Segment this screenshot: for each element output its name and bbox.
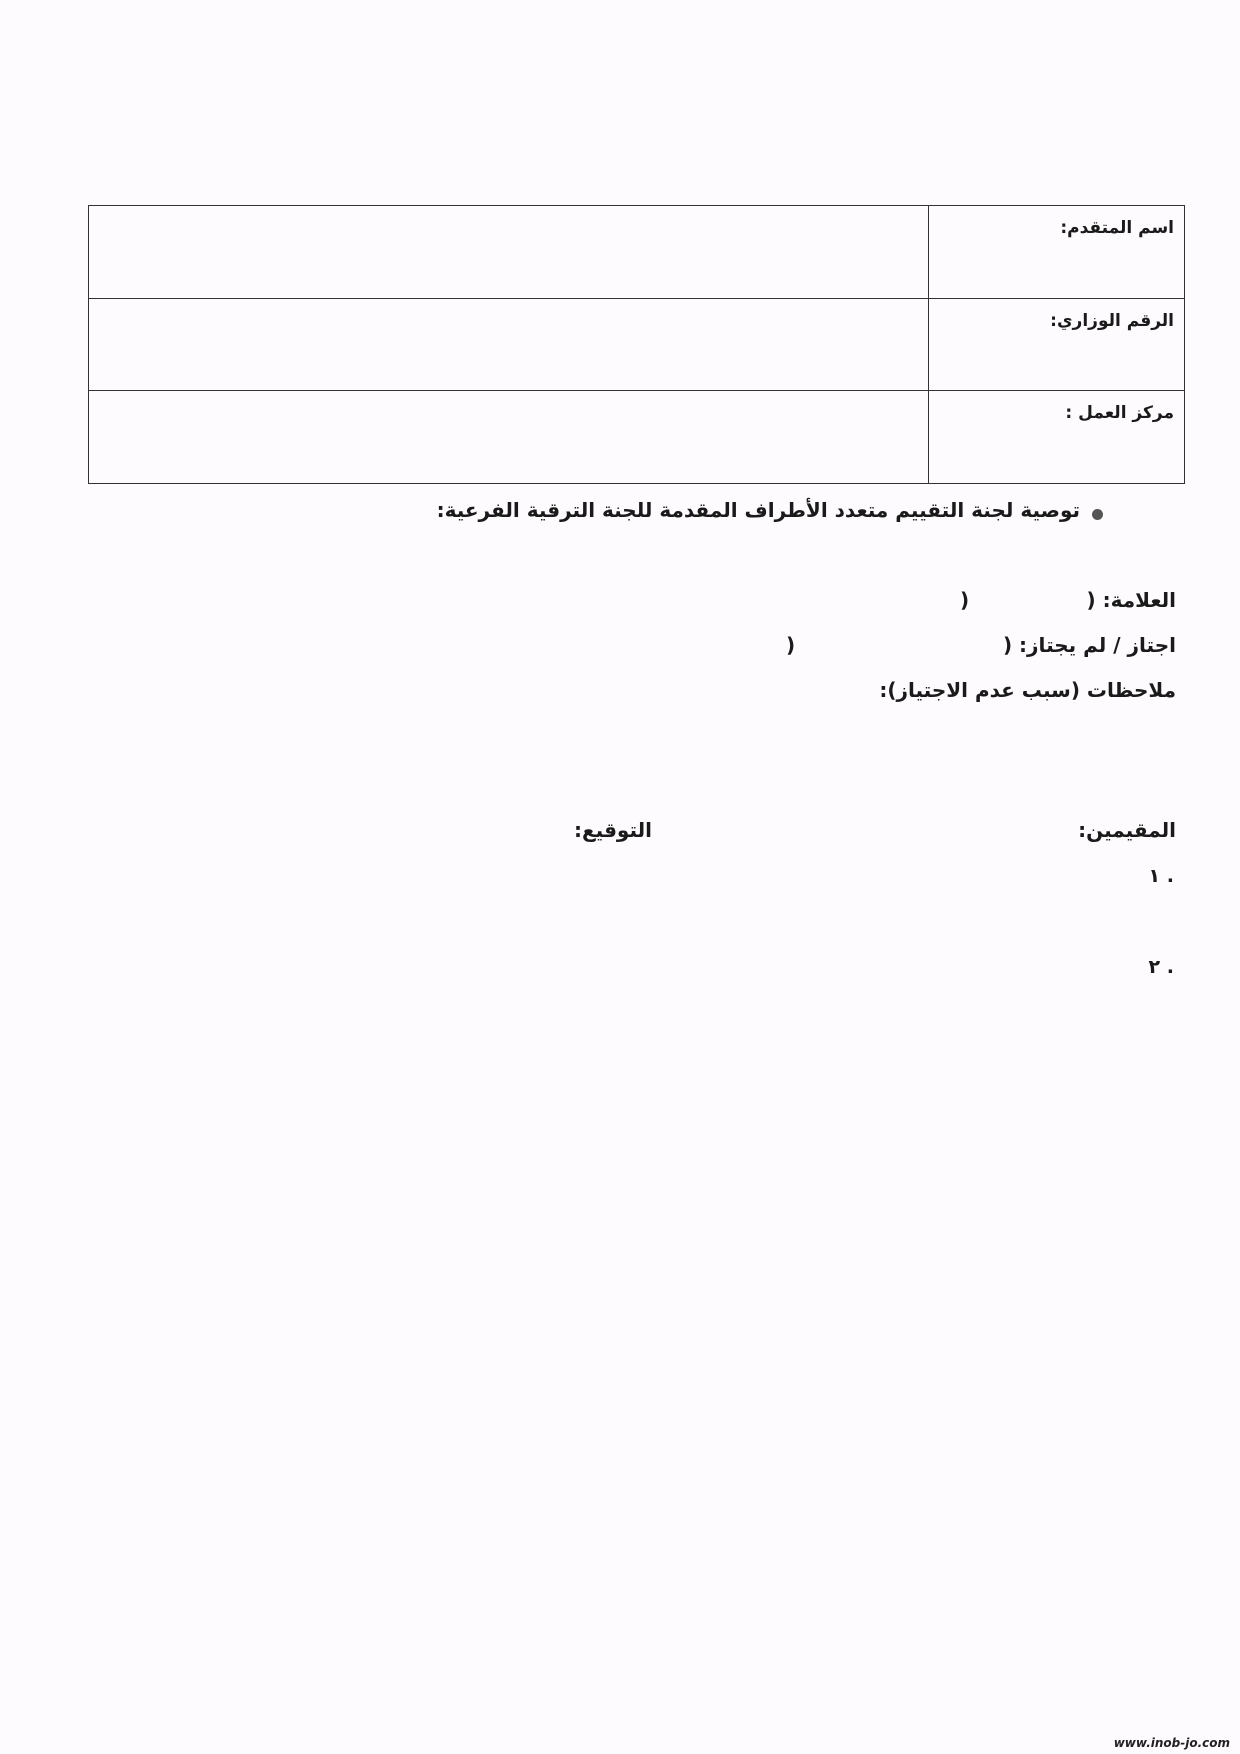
- applicant-name-label: اسم المتقدم:: [929, 206, 1185, 299]
- table-row: [89, 391, 1185, 484]
- watermark-url: www.inob-jo.com: [1113, 1736, 1230, 1750]
- table-row: [89, 206, 1185, 299]
- work-center-label: مركز العمل :: [929, 391, 1185, 484]
- notes-label: ملاحظات (سبب عدم الاجتياز):: [879, 678, 1176, 702]
- pass-fail-close-paren: ): [786, 633, 796, 657]
- recommendation-heading: توصية لجنة التقييم متعدد الأطراف المقدمة للجنة الترقية الفرعية:: [436, 498, 1080, 522]
- applicant-name-field[interactable]: [89, 206, 929, 299]
- evaluators-label: المقيمين:: [1078, 818, 1176, 842]
- table-row: [89, 299, 1185, 391]
- mark-close-paren: ): [960, 588, 970, 612]
- ministry-number-field[interactable]: [89, 299, 929, 391]
- ministry-number-label: الرقم الوزاري:: [929, 299, 1185, 391]
- pass-fail-label: اجتاز / لم يجتاز: (: [1002, 633, 1176, 657]
- evaluator-item-2: . ٢: [1148, 956, 1174, 978]
- evaluator-item-1: . ١: [1148, 865, 1174, 887]
- bullet-icon: [1092, 509, 1103, 520]
- applicant-info-table: [88, 205, 1185, 484]
- work-center-field[interactable]: [89, 391, 929, 484]
- signature-label: التوقيع:: [574, 818, 652, 842]
- mark-label: العلامة: (: [1086, 588, 1176, 612]
